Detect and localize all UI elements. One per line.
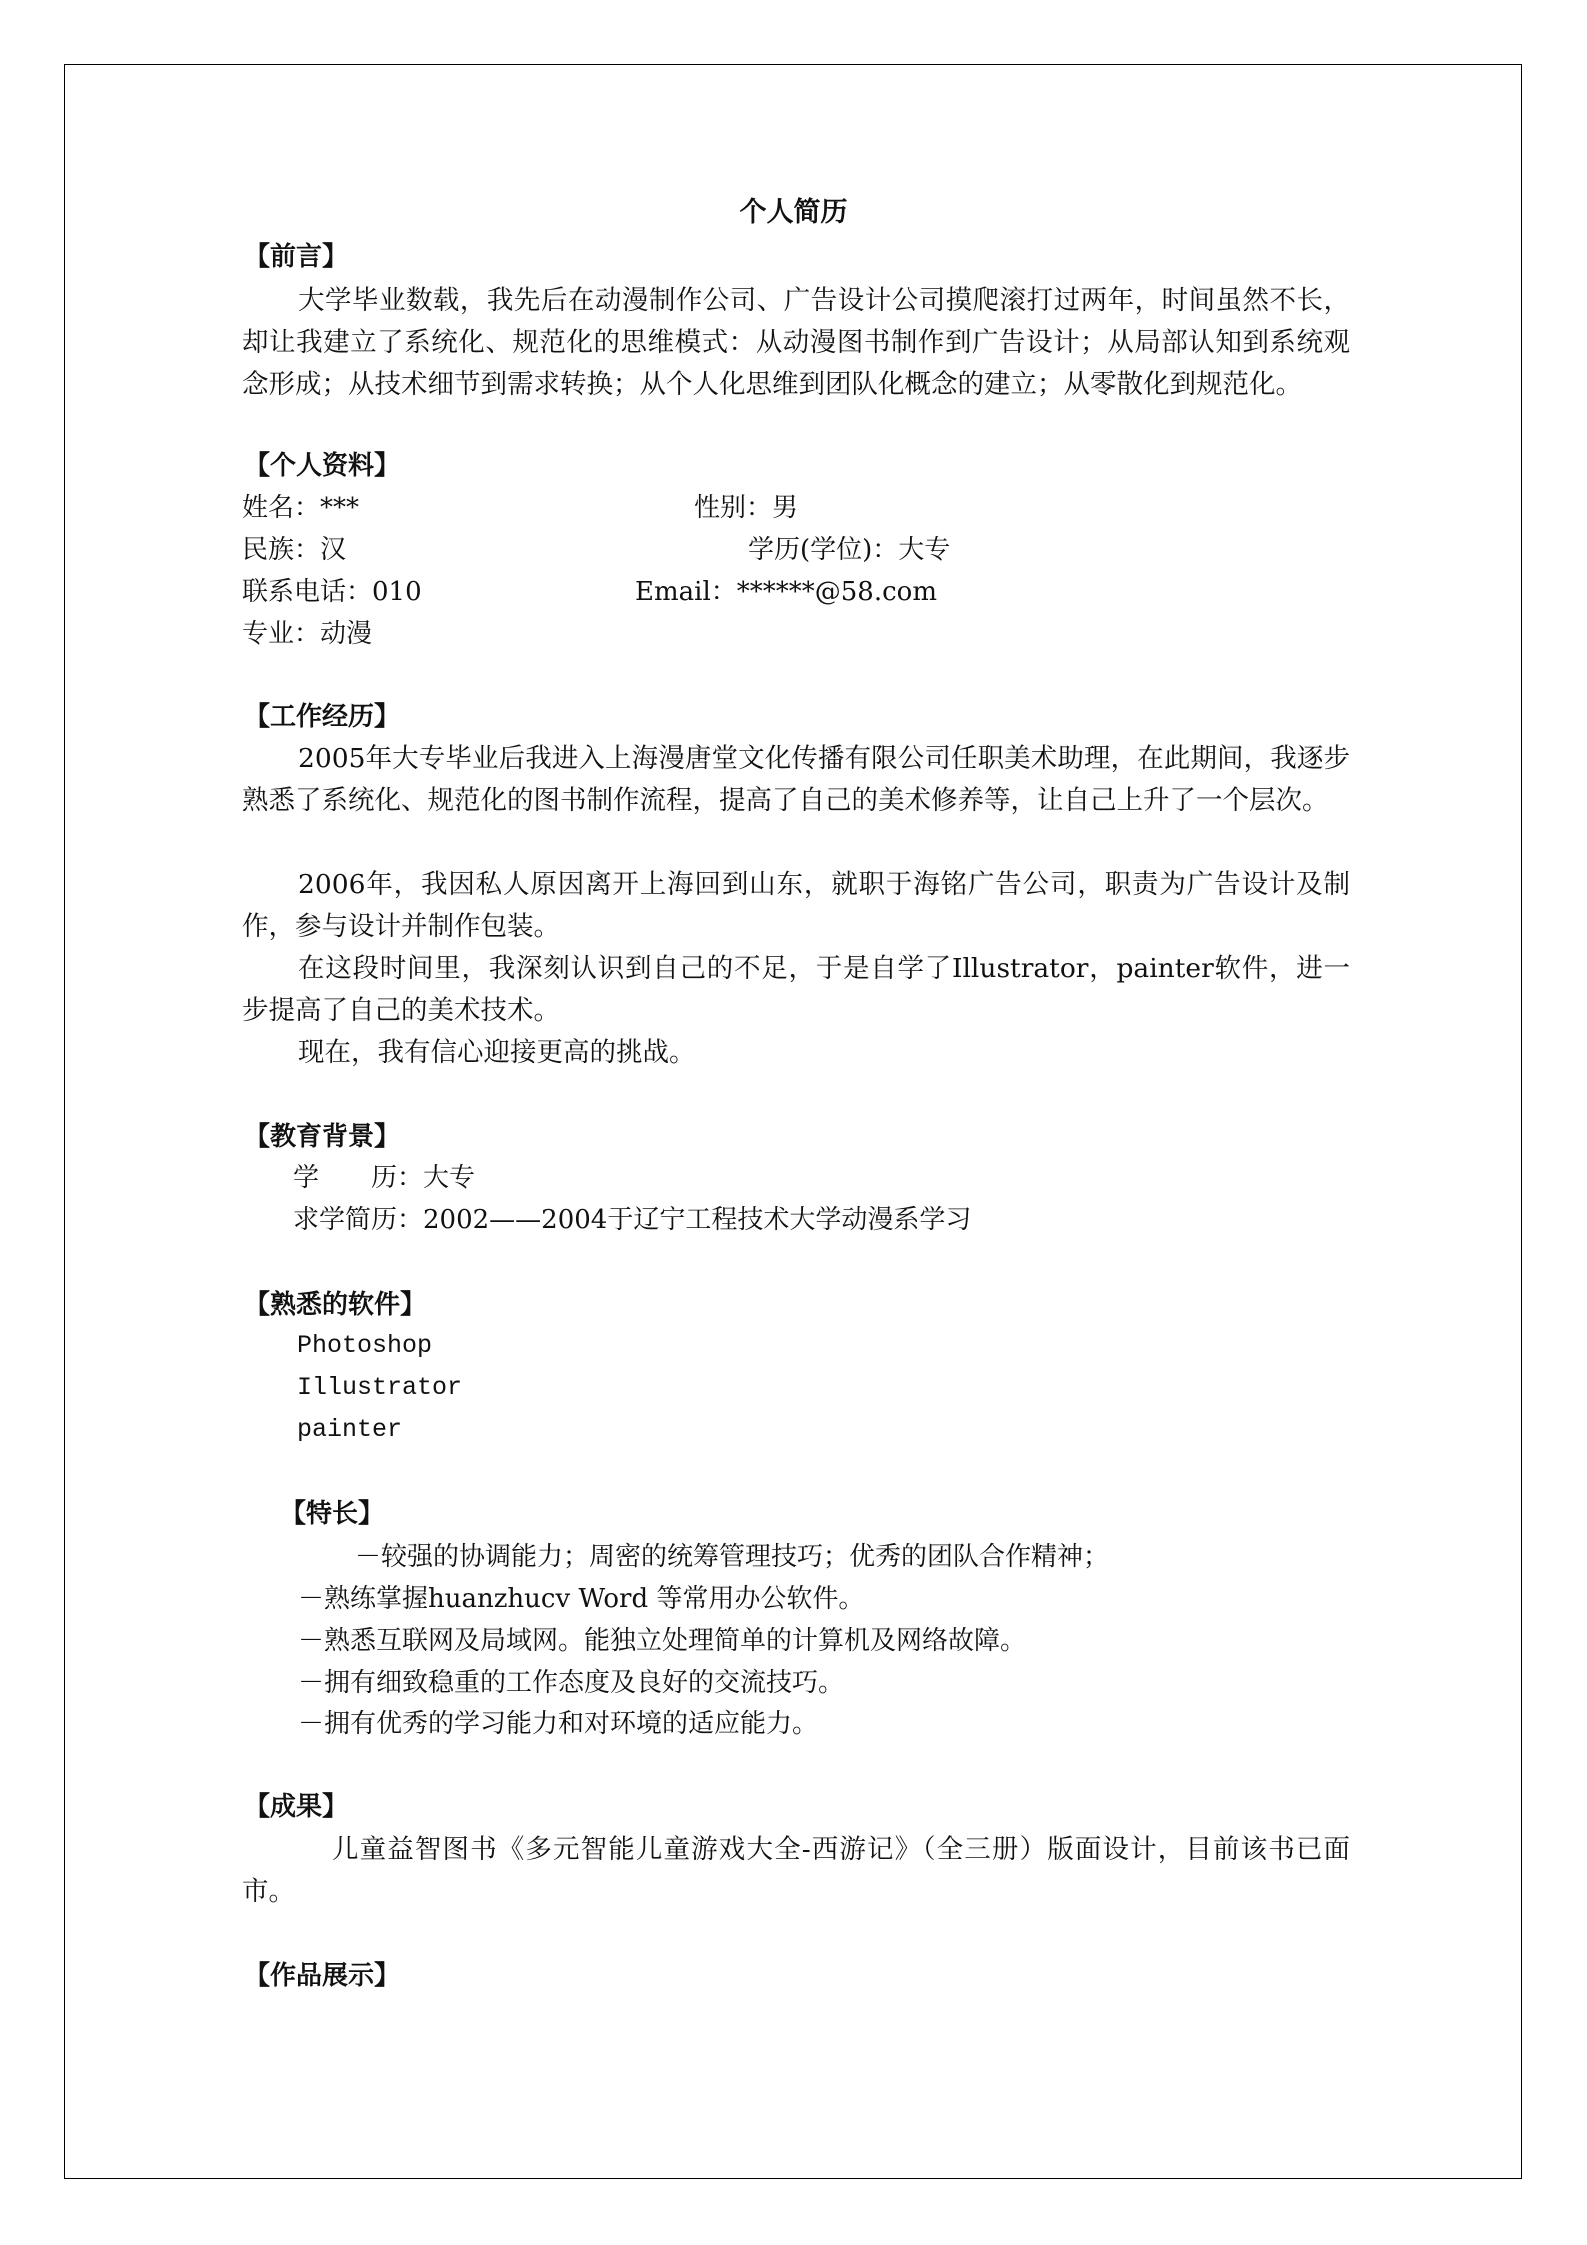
phone-field: 联系电话：010	[242, 577, 422, 607]
education-history-label: 求学简历：	[293, 1205, 424, 1235]
heading-portfolio: 【作品展示】	[244, 1961, 401, 1991]
email-field: Email：******@58.com	[635, 577, 937, 607]
work-paragraph-2: 2006年，我因私人原因离开上海回到山东，就职于海铭广告公司，职责为广告设计及制作，参与设计并制作包装。	[242, 869, 1350, 942]
heading-work-experience: 【工作经历】	[244, 702, 401, 732]
work-paragraph-4: 现在，我有信心迎接更高的挑战。	[298, 1037, 696, 1068]
name-field: 姓名：***	[242, 493, 360, 523]
achievements-paragraph: 儿童益智图书《多元智能儿童游戏大全-西游记》（全三册）版面设计，目前该书已面市。	[242, 1834, 1350, 1907]
education-degree-value: 大专	[423, 1163, 476, 1193]
preface-paragraph: 大学毕业数载，我先后在动漫制作公司、广告设计公司摸爬滚打过两年，时间虽然不长，却让我建立了系统化、规范化的思维模式：从动漫图书制作到广告设计；从局部认知到系统观念形成；从技术细节到需求转换；从个人化思维到团队化概念的建立；从零散化到规范化。	[242, 285, 1350, 400]
heading-preface: 【前言】	[244, 242, 349, 272]
heading-education: 【教育背景】	[244, 1122, 401, 1152]
education-history-value: 2002——2004于辽宁工程技术大学动漫系学习	[423, 1205, 972, 1235]
software-item: painter	[297, 1415, 403, 1444]
work-paragraph-1: 2005年大专毕业后我进入上海漫唐堂文化传播有限公司任职美术助理，在此期间，我逐步熟悉了系统化、规范化的图书制作流程，提高了自己的美术修养等，让自己上升了一个层次。	[242, 743, 1350, 816]
heading-achievements: 【成果】	[244, 1792, 349, 1822]
document-title: 个人简历	[739, 197, 848, 228]
education-history	[293, 1205, 971, 1235]
software-item: Photoshop	[297, 1331, 433, 1360]
strength-item: －熟悉互联网及局域网。能独立处理简单的计算机及网络故障。	[298, 1626, 1027, 1656]
gender-field: 性别：男	[694, 493, 799, 523]
heading-software: 【熟悉的软件】	[244, 1290, 427, 1320]
ethnicity-field: 民族：汉	[242, 535, 347, 565]
education-degree-label: 学 历：	[293, 1163, 424, 1193]
strength-item: －拥有细致稳重的工作态度及良好的交流技巧。	[298, 1668, 845, 1698]
work-paragraph-3: 在这段时间里，我深刻认识到自己的不足，于是自学了Illustrator，painter软件，进一步提高了自己的美术技术。	[242, 953, 1350, 1026]
degree-field: 学历(学位)：大专	[748, 535, 951, 565]
heading-personal-info: 【个人资料】	[244, 451, 401, 481]
education-degree	[293, 1163, 475, 1193]
major-field: 专业：动漫	[242, 619, 373, 649]
strength-item: －较强的协调能力；周密的统筹管理技巧；优秀的团队合作精神；	[355, 1542, 1110, 1572]
strength-item: －熟练掌握huanzhucv Word 等常用办公软件。	[298, 1584, 865, 1614]
heading-strengths: 【特长】	[280, 1499, 385, 1529]
software-item: Illustrator	[297, 1373, 463, 1402]
strength-item: －拥有优秀的学习能力和对环境的适应能力。	[298, 1709, 819, 1739]
